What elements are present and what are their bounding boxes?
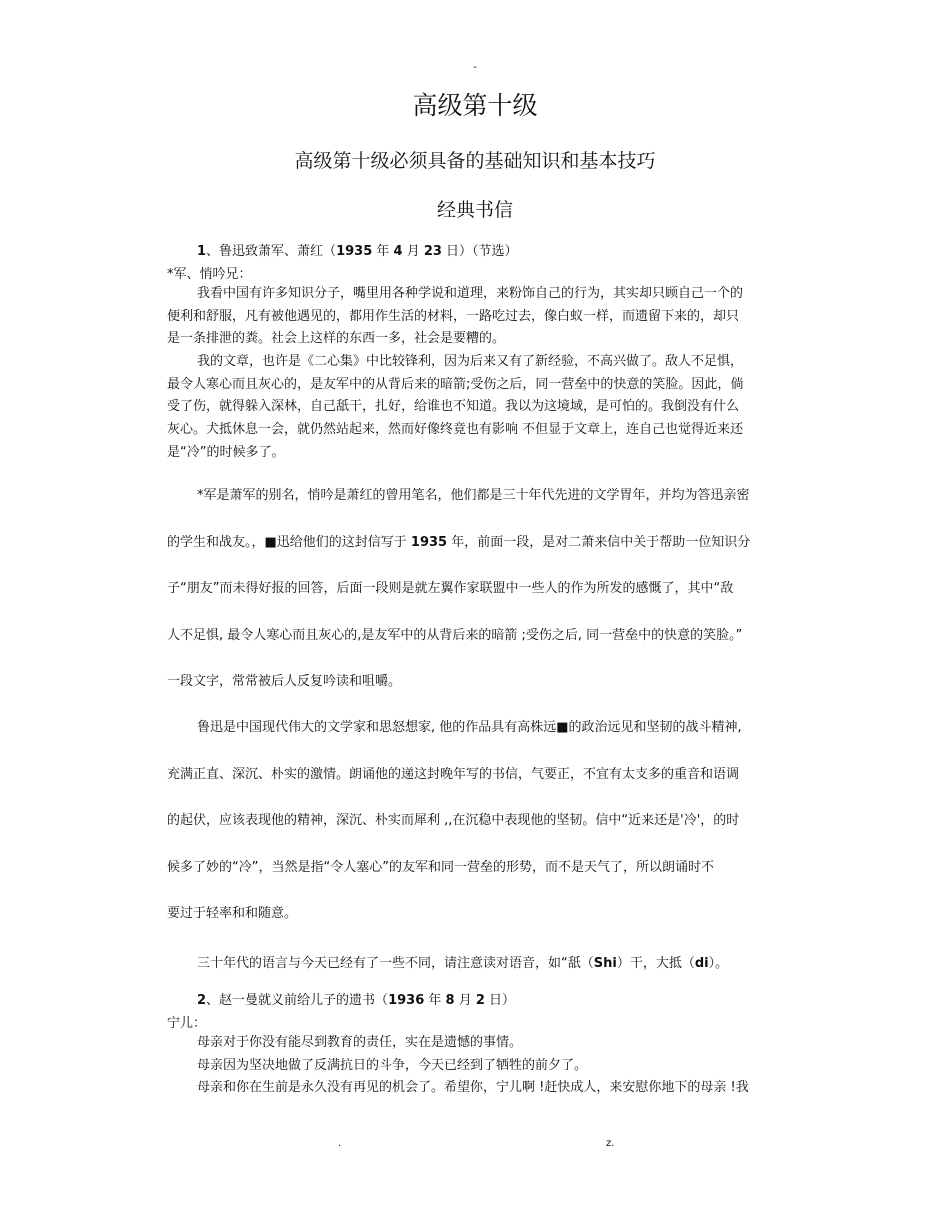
text-line: 最令人寒心而且灰心的，是友军中的从背后来的暗箭;受伤之后，同一营垒中的快意的笑脸。因此，倘	[167, 376, 744, 392]
letter2-heading-text: 、赵一曼就义前给儿子的遗书（	[206, 993, 389, 1008]
letter1-salutation: *军、悄吟兄：	[167, 267, 252, 282]
text-line: 母亲对于你没有能尽到教育的责任，实在是遗憾的事情。	[197, 1035, 523, 1050]
letter2-heading	[197, 989, 515, 1008]
letter2-year: 1936	[388, 993, 425, 1008]
section-title: 经典书信	[436, 199, 513, 221]
text-line: 子“朋友”而未得好报的回答，后面一段则是就左翼作家联盟中一些人的作为所发的感慨了，其中“敌	[167, 581, 734, 596]
text-line: 充满正直、深沉、朴实的激情。朗诵他的递这封晚年写的书信，气要正，不宜有太支多的重音和语调	[167, 766, 740, 782]
letter1-number: 1	[197, 244, 207, 259]
letter1-year: 1935	[336, 244, 373, 259]
note2-paragraph	[167, 705, 787, 938]
text-line: 我的文章，也许是《二心集》中比较锋利，因为后来又有了新经验，不高兴做了。敌人不足惧，	[197, 354, 744, 369]
letter1-paragraph-2	[167, 351, 787, 465]
letter1-month-unit: 月	[402, 244, 424, 259]
text-span: 三十年代的语言与今天已经有了一些不同，请注意读对语音，如“舐（	[197, 956, 594, 971]
text-line: 灰心。犬抵休息一会，就仍然站起来，然而好像终竟也有影响 不但显于文章上，连自己也觉得近来还	[167, 422, 744, 438]
text-line: 我看中国有许多知识分子，嘴里用各种学说和道理，来粉饰自己的行为，其实却只顾自己一个的	[197, 286, 744, 301]
letter2-year-unit: 年	[424, 993, 446, 1008]
letter2-salutation: 宁儿：	[167, 1016, 207, 1031]
text-line: 受了伤，就得躲入深林，自己舐干，扎好，给谁也不知道。我以为这境域，是可怕的。我倒没有什么	[167, 399, 740, 415]
footer-left-mark: .	[338, 1138, 342, 1149]
text-span: 的学生和战友。，■迅给他们的这封信写于	[167, 534, 411, 550]
letter2-day: 2	[475, 993, 485, 1008]
text-line: 的起伏，应该表现他的精神，深沉、朴实而犀利 ,,在沉稳中表现他的坚韧。信中“近来还是'冷'，的时	[167, 813, 740, 828]
letter1-heading-text: 、鲁迅致萧军、萧红（	[206, 244, 337, 259]
text-line: 一段文字，常常被后人反复吟读和咀嚼。	[167, 674, 402, 689]
letter1-heading-suffix: 日）（节选）	[441, 244, 518, 259]
page-title: 高级第十级	[412, 91, 538, 120]
letter1-month: 4	[393, 244, 403, 259]
text-line: 鲁迅是中国现代伟大的文学家和思怒想家, 他的作品具有高株远■的政治远见和坚韧的战斗精神,	[197, 720, 742, 735]
letter2-month: 8	[445, 993, 455, 1008]
year-1935: 1935	[410, 534, 448, 550]
footer-right-mark: z.	[606, 1138, 615, 1149]
text-line: 人不足惧, 最令人寒心而且灰心的,是友军中的从背后来的暗箭 ;受伤之后, 同一营垒中的快意的笑脸。”	[167, 627, 743, 643]
header-mark: -	[473, 62, 477, 73]
text-line: 是“冷”的时候多了。	[167, 444, 285, 460]
pinyin-di: di	[694, 956, 709, 971]
text-line: *军是萧军的别名，悄吟是萧红的曾用笔名，他们都是三十年代先进的文学胃年，并均为答迅亲密	[197, 488, 750, 503]
text-line	[167, 520, 787, 567]
text-span: 年，前面一段，是对二萧来信中关于帮助一位知识分	[447, 534, 751, 550]
text-line: 母亲因为坚决地做了反满抗日的斗争，今天已经到了牺牲的前夕了。	[197, 1057, 588, 1073]
text-line: 要过于轻率和和随意。	[167, 906, 298, 921]
letter2-number: 2	[197, 993, 207, 1008]
letter1-day: 23	[423, 244, 442, 259]
letter2-body	[167, 1032, 787, 1100]
letter1-paragraph-1	[167, 283, 787, 351]
letter2-heading-suffix: 日）	[484, 993, 516, 1008]
text-line: 候多了妙的“冷”，当然是指“令人塞心”的友军和同一营垒的形势，而不是天气了，所以朗诵时不	[167, 859, 714, 875]
page-subtitle: 高级第十级必须具备的基础知识和基本技巧	[294, 150, 656, 172]
text-span: ）。	[708, 956, 729, 971]
text-span: ）干，大抵（	[616, 956, 695, 971]
text-line: 是一条排泄的粪。社会上这样的东西一多，社会是要糟的。	[167, 331, 506, 347]
text-line: 便利和舒服，凡有被他遇见的，都用作生活的材料，一路吃过去，像白蚁一样，而遗留下来的，却只	[167, 308, 740, 324]
letter1-heading	[197, 240, 518, 259]
pinyin-shi: Shi	[593, 956, 617, 971]
letter1-year-unit: 年	[372, 244, 394, 259]
letter2-month-unit: 月	[454, 993, 476, 1008]
note3-paragraph	[197, 952, 728, 971]
text-line: 母亲和你在生前是永久没有再见的机会了。希望你，宁儿啊 !赶快成人，来安慰你地下的母亲 !我	[197, 1080, 749, 1096]
note1-paragraph	[167, 473, 787, 706]
